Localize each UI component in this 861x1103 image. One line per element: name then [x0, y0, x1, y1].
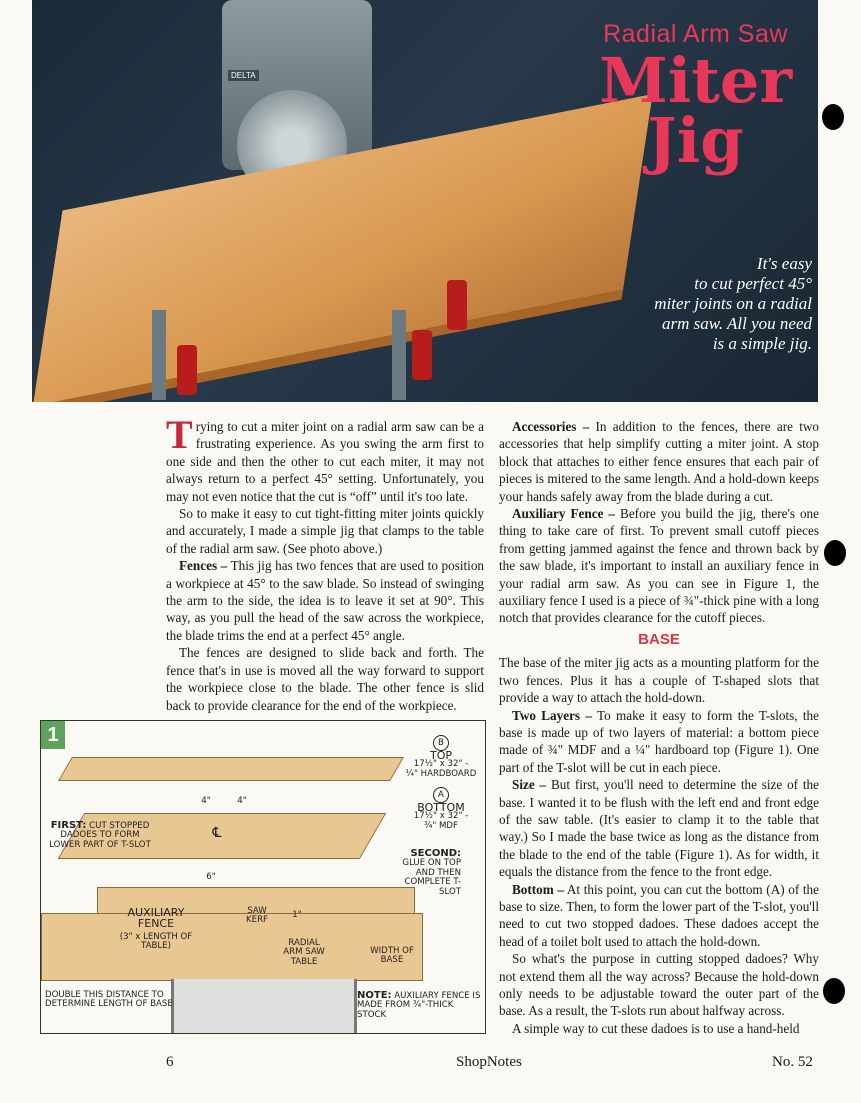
first-text: CUT STOPPED DADOES TO FORM LOWER PART OF T-SLOT: [49, 821, 151, 850]
table-leg: [152, 310, 166, 400]
red-clamp: [177, 345, 197, 395]
aux-fence-note: [357, 991, 481, 1020]
hole-punch: [822, 104, 844, 130]
paragraph: A simple way to cut these dadoes is to use a hand-held: [512, 1020, 800, 1036]
table-label: RADIAL ARM SAW TABLE: [283, 938, 325, 967]
right-column: [499, 418, 819, 1037]
bottom-name: BOTTOM: [417, 801, 465, 814]
double-note: DOUBLE THIS DISTANCE TO DETERMINE LENGTH OF BASE: [45, 990, 173, 1010]
part-letter-a: A: [433, 787, 449, 803]
intro-text: rying to cut a miter joint on a radial arm saw can be a frustrating experience. As you swing the arm first to one side and then the other to cut each miter, it may not always return to a perfect 45° setting. Unfortunately, you may not even notice that the cut is “off” until it's too late.: [166, 419, 484, 504]
paragraph: [166, 557, 484, 644]
left-column: [166, 412, 485, 714]
paragraph: [499, 505, 819, 627]
paragraph: The fences are designed to slide back and forth. The fence that's in use is moved all the way forward to support the workpiece close to the blade. The other fence is slid back to provide clearance for the end of the workpiece.: [166, 645, 484, 713]
run-in-head: Size –: [512, 777, 547, 793]
part-letter-b: B: [433, 735, 449, 751]
aux-fence-label: AUXILIARY FENCE: [127, 906, 185, 930]
center-mark: ℄: [212, 825, 222, 841]
saw-stand: [171, 979, 357, 1033]
run-in-head: Bottom –: [512, 881, 564, 897]
paragraph-text: In addition to the fences, there are two accessories that help simplify cutting a miter joint. A stop block that attaches to either fence ensures that each pair of pieces is mitered to the same length. And a hold-down keeps your hands safely away from the blade during a cut.: [499, 419, 819, 504]
top-name: TOP: [429, 749, 452, 762]
photo-caption: [612, 254, 812, 354]
width-label: WIDTH OF BASE: [370, 946, 414, 966]
paragraph-text: But first, you'll need to determine the size of the base. I wanted it to be flush with the left end and front edge of the saw table. (It's easier to clamp it to the table that way.) So I made the base twice as long as the distance from the blade to the end of the table (Figure 1). As for width, it equals the distance from the fence to the front edge.: [499, 777, 819, 880]
caption-line: It's easy: [756, 254, 812, 273]
title-small: Radial Arm Saw: [603, 20, 788, 48]
second-text: GLUE ON TOP AND THEN COMPLETE T-SLOT: [402, 858, 461, 897]
table-leg: [392, 310, 406, 400]
bottom-material: ¾" MDF: [424, 820, 458, 831]
page-number: 6: [166, 1054, 174, 1070]
caption-line: arm saw. All you need: [662, 314, 812, 333]
top-label: [403, 735, 479, 779]
saw-kerf-label: SAW KERF: [246, 906, 268, 926]
issue-number: No. 52: [772, 1054, 813, 1070]
aux-fence-dims: (3" x LENGTH OF TABLE): [119, 932, 193, 952]
first-label: FIRST:: [50, 820, 87, 831]
second-label: SECOND:: [410, 848, 461, 859]
run-in-head: Fences –: [179, 558, 228, 574]
title-jig: Jig: [647, 104, 744, 177]
caption-line: is a simple jig.: [712, 334, 812, 353]
red-clamp: [447, 280, 467, 330]
paragraph: The base of the miter jig acts as a mounting platform for the two fences. Plus it has a couple of T-shaped slots that provide a way to attach the hold-down.: [499, 655, 819, 706]
hole-punch: [823, 978, 845, 1004]
figure-1: [40, 720, 486, 1034]
drop-cap: T: [166, 412, 193, 457]
section-heading: BASE: [638, 630, 680, 648]
note-label: NOTE:: [357, 990, 392, 1001]
run-in-head: Two Layers –: [512, 707, 592, 723]
paragraph: [499, 418, 819, 505]
paragraph: So what's the purpose in cutting stopped dadoes? Why not extend them all the way across? Because the hold-down only needs to be adjustable toward the outer part of the base. As a result, the T-slots run about halfway across.: [499, 951, 819, 1019]
note-text: AUXILIARY FENCE IS MADE FROM ¾"-THICK STOCK: [357, 991, 481, 1020]
paragraph: So to make it easy to cut tight-fitting miter joints quickly and accurately, I made a simple jig that clamps to the table of the radial arm saw. (See photo above.): [166, 506, 484, 556]
paragraph-text: To make it easy to form the T-slots, the base is made up of two layers of material: a bottom piece made of ¾" MDF and a ¼" hardboard top (Figure 1). One part of the T-slot will be cut in each piece.: [499, 707, 819, 775]
paragraph: [499, 776, 819, 880]
hero-photo: [32, 0, 818, 402]
paragraph: [499, 881, 819, 951]
title-block: [599, 20, 792, 177]
saw-table: [41, 910, 423, 981]
run-in-head: Accessories –: [512, 419, 590, 434]
top-board: [58, 757, 404, 781]
caption-line: miter joints on a radial: [654, 294, 812, 313]
bottom-dims: 17½" x 32" -: [413, 811, 469, 822]
intro-paragraph: [166, 412, 484, 505]
first-note: [45, 821, 155, 850]
dim-6: 6": [206, 872, 216, 882]
run-in-head: Auxiliary Fence –: [512, 506, 616, 522]
saw-brand-label: DELTA: [228, 70, 259, 81]
dim-4-left: 4": [201, 796, 211, 806]
top-dims: 17½" x 32" -: [413, 759, 469, 770]
bottom-label: [401, 787, 481, 831]
paragraph-text: Before you build the jig, there's one thing to take care of first. To prevent small cutoff pieces from getting jammed against the fence and thrown back by the saw blade, it's important to install an auxiliary fence in your radial arm saw. As you can see in Figure 1, the auxiliary fence I used is a piece of ¾"-thick pine with a long notch that provides clearance for the cutoff pieces.: [499, 506, 819, 626]
hole-punch: [824, 540, 846, 566]
figure-number: 1: [41, 721, 65, 749]
paragraph: [499, 707, 819, 777]
paragraph-text: At this point, you can cut the bottom (A) of the base to size. Then, to form the lower part of the T-slot, you'll need to cut two stopped dadoes. These dadoes accept the head of a toilet bolt used to attach the hold-down.: [499, 881, 819, 949]
red-clamp: [412, 330, 432, 380]
caption-line: to cut perfect 45°: [694, 274, 812, 293]
dim-1: 1": [292, 910, 302, 920]
magazine-name: ShopNotes: [456, 1054, 522, 1070]
top-material: ¼" HARDBOARD: [405, 768, 477, 779]
paragraph-text: This jig has two fences that are used to position a workpiece at 45° to the saw blade. So instead of swinging the arm to the side, the idea is to leave it set at 90°. This way, as you pull the head of the saw across the workpiece, the blade trims the end at a perfect 45° angle.: [166, 558, 485, 643]
title-miter: Miter: [599, 44, 792, 117]
dim-4-right: 4": [237, 796, 247, 806]
